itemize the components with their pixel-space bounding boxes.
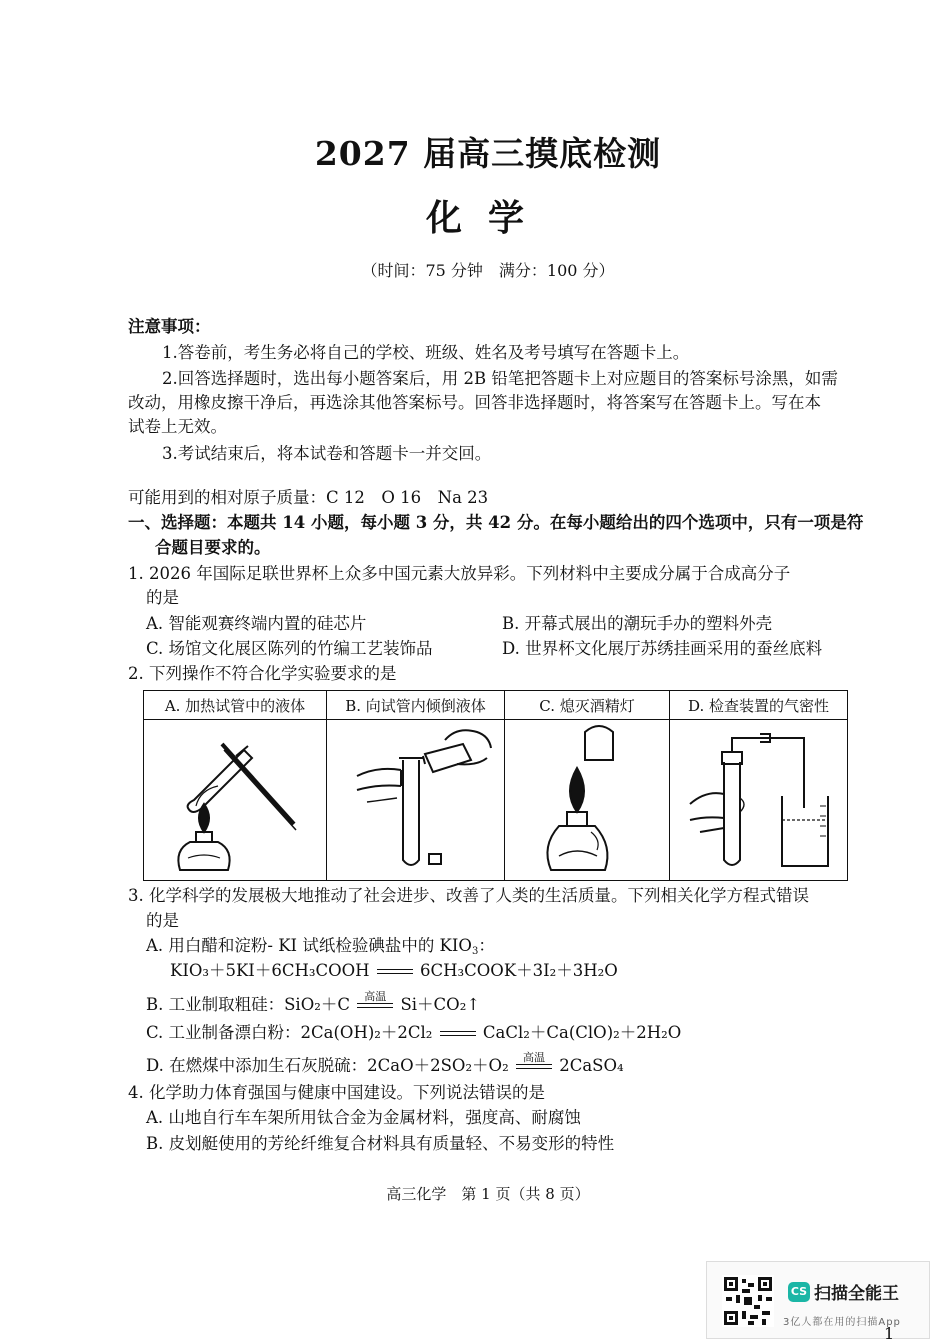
- q2-header-d: D. 检查装置的气密性: [670, 691, 848, 720]
- extinguish-lamp-illustration: [505, 720, 667, 876]
- q1-stem-cont: 的是: [146, 588, 179, 607]
- q3-d-condition: 高温: [522, 1051, 545, 1064]
- q1-stem: 1. 2026 年国际足联世界杯上众多中国元素大放异彩。下列材料中主要成分属于合成高分子: [128, 564, 791, 583]
- notice-item-3: 3.考试结束后，将本试卷和答题卡一并交回。: [162, 444, 492, 463]
- notice-item-2: 2.回答选择题时，选出每小题答案后，用 2B 铅笔把答题卡上对应题目的答案标号涂黑，如需: [162, 369, 838, 388]
- q2-header-b: B. 向试管内倾倒液体: [327, 691, 505, 720]
- q3-option-c: [146, 1022, 681, 1044]
- scanner-tagline: 3亿人都在用的扫描App: [783, 1317, 901, 1328]
- q2-stem: 2. 下列操作不符合化学实验要求的是: [128, 664, 397, 683]
- q3-c-right: CaCl₂＋Ca(ClO)₂＋2H₂O: [482, 1023, 682, 1042]
- q3-d-left: D. 在燃煤中添加生石灰脱硫：2CaO＋2SO₂＋O₂: [146, 1056, 509, 1075]
- q3-a-eq-right: 6CH₃COOK＋3I₂＋3H₂O: [420, 961, 618, 980]
- q2-figure-d: [670, 720, 848, 881]
- scanner-app-name: 扫描全能王: [814, 1284, 899, 1304]
- q3-b-left: B. 工业制取粗硅：SiO₂＋C: [146, 995, 350, 1014]
- q4-option-b: B. 皮划艇使用的芳纶纤维复合材料具有质量轻、不易变形的特性: [146, 1134, 615, 1153]
- condition-equals: [355, 990, 395, 1011]
- section-1-heading: 一、选择题：本题共 14 小题，每小题 3 分，共 42 分。在每小题给出的四个选项中，只有一项是符: [128, 513, 864, 532]
- q2-header-c: C. 熄灭酒精灯: [505, 691, 670, 720]
- q2-header-a: A. 加热试管中的液体: [144, 691, 327, 720]
- notice-item-1: 1.答卷前，考生务必将自己的学校、班级、姓名及考号填写在答题卡上。: [162, 343, 690, 362]
- q3-b-right: Si＋CO₂↑: [400, 995, 481, 1014]
- q3-option-a: [146, 935, 495, 963]
- q3-stem-cont: 的是: [146, 911, 179, 930]
- q3-d-right: 2CaSO₄: [559, 1056, 624, 1075]
- page-footer: 高三化学 第 1 页（共 8 页）: [386, 1185, 590, 1203]
- q4-option-a: A. 山地自行车车架所用钛合金为金属材料，强度高、耐腐蚀: [146, 1108, 581, 1127]
- q2-figure-a: [144, 720, 327, 881]
- corner-page-number: 1: [884, 1324, 895, 1343]
- airtightness-check-illustration: [670, 720, 846, 876]
- notice-item-2-cont: 改动，用橡皮擦干净后，再选涂其他答案标号。回答非选择题时，将答案写在答题卡上。写在本: [128, 393, 821, 412]
- exam-title: 2027 届高三摸底检测: [314, 134, 662, 173]
- q3-option-a-colon: ：: [478, 936, 495, 955]
- q3-stem: 3. 化学科学的发展极大地推动了社会进步、改善了人类的生活质量。下列相关化学方程式错误: [128, 886, 809, 905]
- q2-figure-b: [327, 720, 505, 881]
- atomic-mass-line: 可能用到的相对原子质量：C 12 O 16 Na 23: [128, 488, 489, 507]
- notice-heading: 注意事项：: [128, 317, 211, 336]
- cs-logo-icon: CS: [788, 1282, 810, 1302]
- q3-option-d: [146, 1051, 624, 1077]
- qr-code-icon: [722, 1275, 774, 1327]
- subject-title: 化学: [425, 197, 550, 239]
- time-info: （时间：75 分钟 满分：100 分）: [361, 261, 615, 280]
- double-line-equals: [375, 963, 415, 977]
- heating-test-tube-illustration: [144, 720, 324, 876]
- q2-figure-c: [505, 720, 670, 881]
- notice-item-2-end: 试卷上无效。: [128, 417, 227, 436]
- q3-option-a-equation: [170, 960, 618, 982]
- q1-option-c: C. 场馆文化展区陈列的竹编工艺装饰品: [146, 639, 433, 658]
- q2-operations-table: [143, 690, 848, 881]
- section-1-heading-cont: 合题目要求的。: [155, 538, 271, 557]
- q3-option-a-subscript: 3: [471, 946, 479, 957]
- double-line-equals: [438, 1025, 478, 1039]
- q3-a-eq-left: KIO₃＋5KI＋6CH₃COOH: [170, 961, 370, 980]
- q4-stem: 4. 化学助力体育强国与健康中国建设。下列说法错误的是: [128, 1083, 545, 1102]
- pouring-liquid-illustration: [327, 720, 503, 876]
- q3-option-b: [146, 990, 481, 1016]
- condition-equals: [514, 1051, 554, 1072]
- q3-b-condition: 高温: [364, 990, 387, 1003]
- q1-option-b: B. 开幕式展出的潮玩手办的塑料外壳: [502, 614, 773, 633]
- q3-c-left: C. 工业制备漂白粉：2Ca(OH)₂＋2Cl₂: [146, 1023, 433, 1042]
- q1-option-d: D. 世界杯文化展厅苏绣挂画采用的蚕丝底料: [502, 639, 823, 658]
- q1-option-a: A. 智能观赛终端内置的硅芯片: [146, 614, 367, 633]
- q3-option-a-text: A. 用白醋和淀粉- KI 试纸检验碘盐中的 KIO: [146, 936, 472, 955]
